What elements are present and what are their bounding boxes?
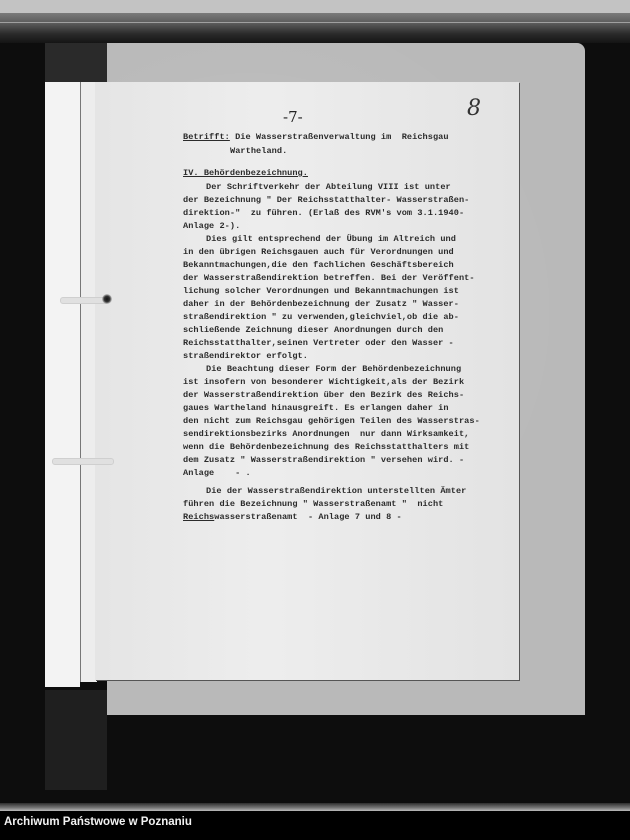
paragraph-3-line-8: dem Zusatz " Wasserstraßendirektion " versehen wird. - — [183, 455, 465, 465]
footer-divider — [0, 803, 630, 811]
paragraph-3-line-7: wenn die Behördenbezeichnung des Reichsstatthalters mit — [183, 442, 470, 452]
paragraph-4-line-2: führen die Bezeichnung " Wasserstraßenamt " nicht — [183, 499, 444, 509]
paragraph-1-line-3: direktion-" zu führen. (Erlaß des RVM's vom 3.1.1940- — [183, 208, 465, 218]
lower-left-shadow — [45, 690, 107, 790]
paragraph-3-line-5: den nicht zum Reichsgau gehörigen Teilen des Wasserstras- — [183, 416, 480, 426]
paragraph-4-line-3-rest: wasserstraßenamt - Anlage 7 und 8 - — [214, 512, 402, 522]
binding-staple-top — [60, 297, 108, 304]
subject-line — [183, 131, 449, 144]
paragraph-2-line-9: Reichsstatthalter,seinen Vertreter oder den Wasser - — [183, 338, 454, 348]
paragraph-3-line-9: Anlage - . — [183, 468, 251, 478]
film-edge-band — [0, 13, 630, 43]
paragraph-2-line-6: daher in der Behördenbezeichnung der Zusatz " Wasser- — [183, 299, 459, 309]
staple-hole — [102, 294, 112, 304]
subject-label: Betrifft: — [183, 132, 230, 142]
top-frame-strip — [0, 0, 630, 13]
paragraph-2-line-10: straßendirektor erfolgt. — [183, 351, 308, 361]
archive-name: Archiwum Państwowe w Poznaniu — [4, 816, 192, 828]
paragraph-2-line-8: schließende Zeichnung dieser Anordnungen durch den — [183, 325, 444, 335]
section-heading: IV. Behördenbezeichnung. — [183, 168, 308, 178]
paragraph-2-line-3: Bekanntmachungen,die den fachlichen Geschäftsbereich — [183, 260, 454, 270]
paragraph-1-line-2: der Bezeichnung " Der Reichsstatthalter- Wasserstraßen- — [183, 195, 470, 205]
subject-line-2: Wartheland. — [230, 146, 288, 156]
binding-strip — [45, 82, 80, 687]
paragraph-3-line-3: der Wasserstraßendirektion über den Bezirk des Reichs- — [183, 390, 465, 400]
binding-staple-bottom — [52, 458, 114, 465]
paragraph-2-line-1: Dies gilt entsprechend der Übung im Altreich und — [206, 234, 456, 244]
paragraph-1-line-1: Der Schriftverkehr der Abteilung VIII ist unter — [206, 182, 451, 192]
paragraph-3-line-6: sendirektionsbezirks Anordnungen nur dann Wirksamkeit, — [183, 429, 470, 439]
paragraph-3-line-4: gaues Wartheland hinausgreift. Es erlangen daher in — [183, 403, 449, 413]
paragraph-3-line-2: ist insofern von besonderer Wichtigkeit,als der Bezirk — [183, 377, 465, 387]
typed-page-number: -7- — [283, 108, 303, 126]
backing-sheet-shadow — [45, 43, 107, 83]
paragraph-4-line-1: Die der Wasserstraßendirektion unterstellten Ämter — [206, 486, 467, 496]
paragraph-2-line-4: der Wasserstraßendirektion betreffen. Bei der Veröffent- — [183, 273, 475, 283]
paragraph-2-line-7: straßendirektion " zu verwenden,gleichviel,ob die ab- — [183, 312, 459, 322]
paragraph-1-line-4: Anlage 2-). — [183, 221, 241, 231]
paragraph-2-line-5: lichung solcher Verordnungen und Bekanntmachungen ist — [183, 286, 459, 296]
paragraph-2-line-2: in den übrigen Reichsgauen auch für Verordnungen und — [183, 247, 454, 257]
subject-text: Die Wasserstraßenverwaltung im Reichsgau — [235, 132, 449, 142]
handwritten-page-number: 8 — [467, 96, 481, 121]
paragraph-3-line-1: Die Beachtung dieser Form der Behördenbezeichnung — [206, 364, 462, 374]
underlined-word: Reichs — [183, 512, 215, 522]
paragraph-4-line-3 — [183, 511, 402, 524]
